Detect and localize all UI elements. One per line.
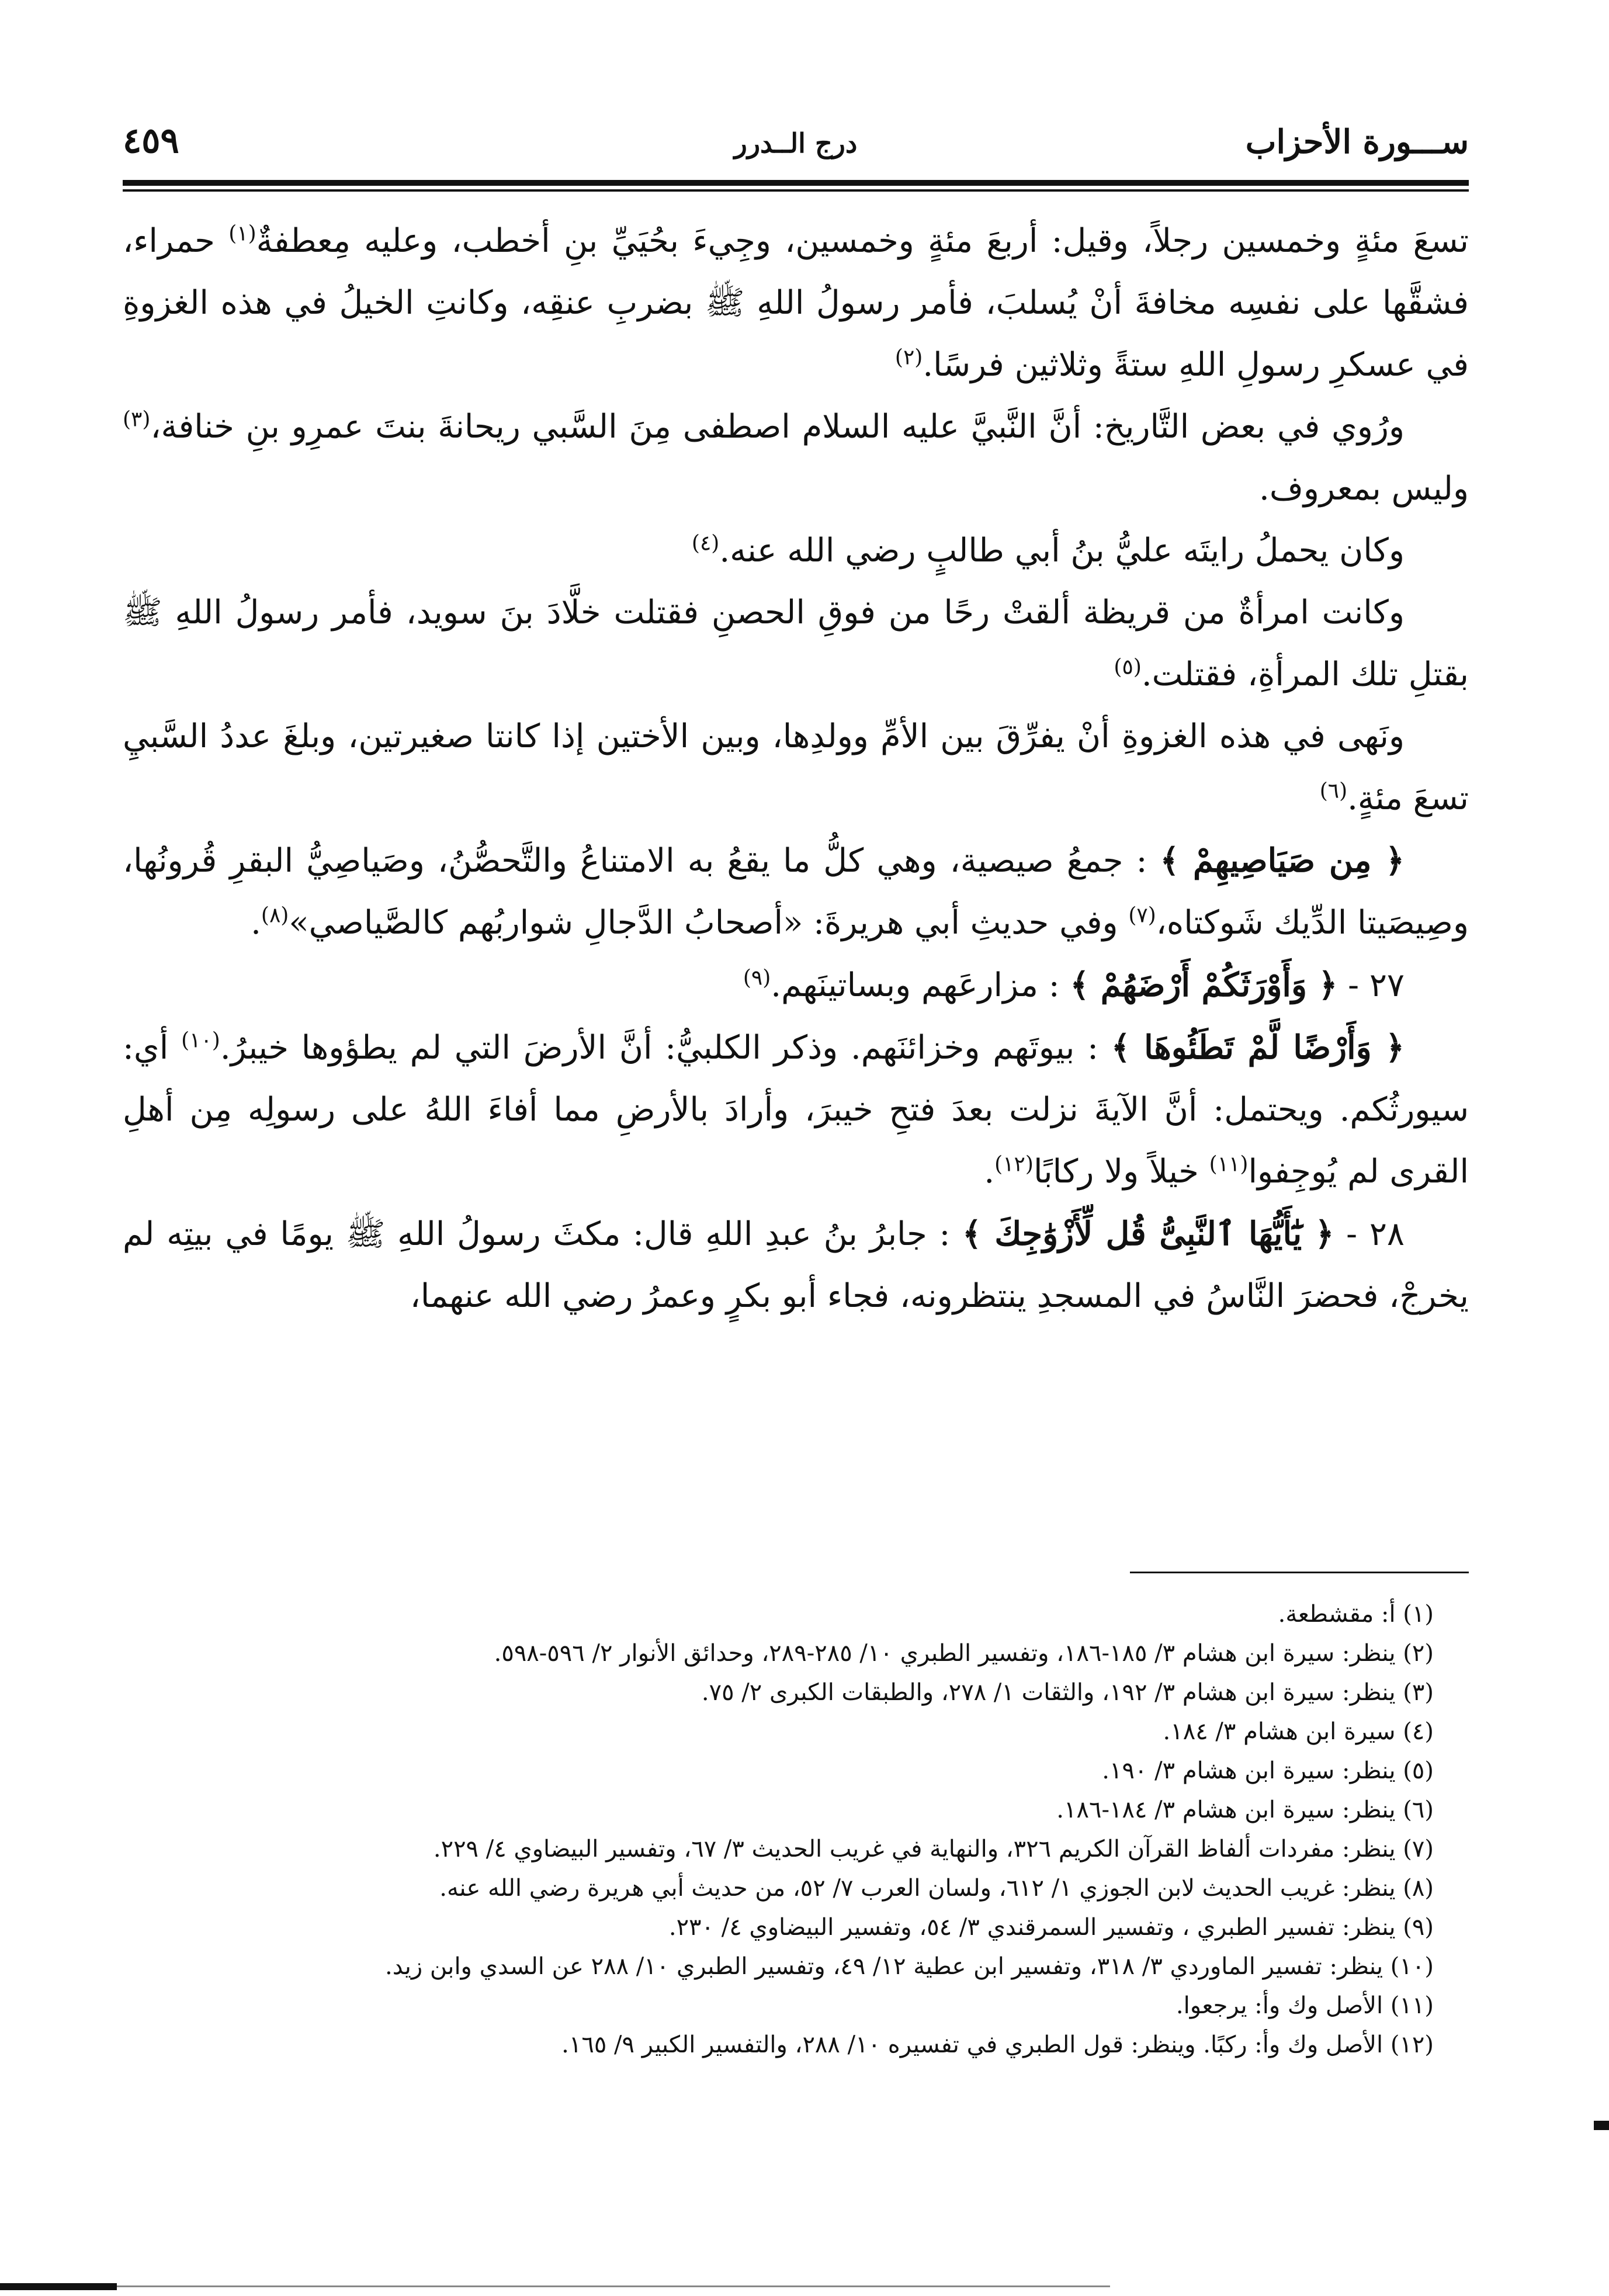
header-rule-thick	[123, 180, 1469, 186]
footnote: (٣) ينظر: سيرة ابن هشام ٣/ ١٩٢، والثقات ١/ ٢٧٨، والطبقات الكبرى ٢/ ٧٥.	[701, 1679, 1434, 1706]
text-run: وليس بمعروف.	[1259, 470, 1469, 508]
footnote: (٤) سيرة ابن هشام ٣/ ١٨٤.	[1163, 1718, 1434, 1745]
footnote: (٢) ينظر: سيرة ابن هشام ٣/ ١٨٥-١٨٦، وتفسير الطبري ١٠/ ٢٨٥-٢٨٩، وحدائق الأنوار ٢/ ٥٩٦-٥٩٨.	[494, 1640, 1434, 1667]
paragraph	[123, 396, 1469, 520]
edge-mark	[1594, 2121, 1609, 2130]
body-text	[123, 210, 1469, 1327]
text-run: ونَهى في هذه الغزوةِ أنْ يفرِّقَ بين الأمِّ وولدِها، وبين الأختين إذا كانتا صغيرتين، وبلغَ عددُ السَّبيِ تسعَ مئةٍ.	[123, 717, 1469, 817]
footnote: (١١) الأصل وك وأ: يرجعوا.	[1175, 1992, 1434, 2019]
text-run: : جابرُ بنُ عبدِ اللهِ قال: مكثَ رسولُ اللهِ ﷺ يومًا في بيتِه لم يخرجْ، فحضرَ النَّاسُ في المسجدِ ينتظرونه، فجاء أبو بكرٍ وعمرُ رضي الله عنهما،	[123, 1215, 1469, 1315]
text-run: : بيوتَهم وخزائنَهم. وذكر الكلبيُّ: أنَّ الأرضَ التي لم يطؤوها خيبرُ.	[220, 1029, 1111, 1067]
text-run: .	[251, 904, 261, 942]
text-run: : مزارعَهم وبساتينَهم.	[771, 966, 1070, 1004]
footnote-ref: (١١)	[1209, 1152, 1249, 1177]
paragraph	[123, 830, 1469, 954]
footnote: (١٠) ينظر: تفسير الماوردي ٣/ ٣١٨، وتفسير ابن عطية ١٢/ ٤٩، وتفسير الطبري ١٠/ ٢٨٨ عن السدي وابن زيد.	[384, 1953, 1434, 1980]
text-run: خيلاً ولا ركابًا	[1033, 1153, 1209, 1191]
quran-quote: ﴿ وَأَوْرَثَكُمْ أَرْضَهُمْ ﴾	[1070, 966, 1338, 1004]
text-run: وكانت امرأةٌ من قريظة ألقتْ رحًا من فوقِ الحصنِ فقتلت خلَّادَ بنَ سويد، فأمر رسولُ اللهِ ﷺ بقتلِ تلك المرأةِ، فقتلت.	[123, 594, 1469, 693]
footnote: (٧) ينظر: مفردات ألفاظ القرآن الكريم ٣٢٦، والنهاية في غريب الحديث ٣/ ٦٧، وتفسير البيضاوي ٤/ ٢٢٩.	[433, 1836, 1434, 1863]
paragraph	[123, 1203, 1469, 1327]
footnotes	[123, 1595, 1434, 2065]
footnote-ref: (٢)	[894, 345, 923, 370]
text-run: أي: سيورثُكم. ويحتمل: أنَّ الآيةَ نزلت بعدَ فتحِ خيبرَ، وأرادَ بالأرضِ مما أفاءَ اللهُ على رسولِه مِن أهلِ القرى لم يُوجِفوا	[123, 1029, 1469, 1191]
text-run: وفي حديثِ أبي هريرةَ: «أصحابُ الدَّجالِ شواربُهم كالصَّياصي»	[289, 904, 1129, 942]
footnote-ref: (٦)	[1319, 779, 1348, 803]
surah-title: ســـورة الأحزاب	[1245, 123, 1469, 161]
paragraph	[123, 210, 1469, 396]
header-rule-thin	[123, 189, 1469, 192]
scan-bottom-bar	[0, 2283, 117, 2290]
paragraph	[123, 706, 1469, 830]
text-run: ٢٨ -	[1334, 1215, 1405, 1253]
footnote-ref: (١٢)	[994, 1152, 1034, 1177]
scan-bottom-line	[117, 2285, 1110, 2287]
footnote-ref: (٧)	[1128, 903, 1156, 928]
text-run: : جمعُ صيصية، وهي كلُّ ما يقعُ به الامتناعُ والتَّحصُّنُ، وصَياصِيُّ البقرِ قُرونُها، وصِيصَيتا الدِّيك شَوكتاه،	[123, 842, 1469, 942]
footnote: (١) أ: مقشطعة.	[1278, 1601, 1434, 1628]
footnote-ref: (٣)	[123, 407, 151, 432]
text-run: ورُوي في بعض التَّاريخ: أنَّ النَّبيَّ عليه السلام اصطفى مِنَ السَّبي ريحانةَ بنتَ عمرِو بنِ خنافة،	[150, 408, 1405, 446]
footnote-ref: (٥)	[1114, 655, 1142, 679]
footnote-ref: (٤)	[691, 531, 720, 556]
text-run: تسعَ مئةٍ وخمسين رجلاً، وقيل: أربعَ مئةٍ وخمسين، وجِيءَ بحُيَيِّ بنِ أخطب، وعليه مِعطفةٌ	[256, 222, 1469, 260]
footnote-ref: (٨)	[261, 903, 289, 928]
footnote: (٥) ينظر: سيرة ابن هشام ٣/ ١٩٠.	[1102, 1757, 1434, 1784]
footnote: (٩) ينظر: تفسير الطبري ، وتفسير السمرقندي ٣/ ٥٤، وتفسير البيضاوي ٤/ ٢٣٠.	[668, 1914, 1434, 1941]
book-title: درج الــدرر	[734, 127, 858, 159]
quran-quote: ﴿ يَٰٓأَيُّهَا ٱلنَّبِىُّ قُل لِّأَزْوَٰجِكَ ﴾	[962, 1215, 1334, 1253]
footnote-ref: (٩)	[743, 966, 771, 990]
paragraph	[123, 954, 1469, 1017]
text-run: حمراء، فشقَّها على نفسِه مخافةَ أنْ يُسلبَ، فأمر رسولُ اللهِ ﷺ بضربِ عنقِه، وكانتِ الخيلُ في هذه الغزوةِ في عسكرِ رسولِ اللهِ ستةً وثلاثين فرسًا.	[123, 222, 1469, 384]
text-run: وكان يحملُ رايتَه عليُّ بنُ أبي طالبٍ رضي الله عنه.	[719, 532, 1405, 570]
text-run: .	[984, 1153, 995, 1191]
paragraph	[123, 582, 1469, 706]
quran-quote: ﴿ مِن صَيَاصِيهِمْ ﴾	[1160, 841, 1405, 880]
footnote-ref: (١٠)	[181, 1028, 220, 1053]
page-number: ٤٥٩	[123, 120, 179, 161]
quran-quote: ﴿ وَأَرْضًا لَّمْ تَطَئُوهَا ﴾	[1111, 1028, 1405, 1067]
footnote-ref: (١)	[228, 221, 256, 246]
footnote-separator	[1130, 1572, 1469, 1573]
paragraph	[123, 1017, 1469, 1203]
footnote: (٨) ينظر: غريب الحديث لابن الجوزي ١/ ٦١٢، ولسان العرب ٧/ ٥٢، من حديث أبي هريرة رضي الله عنه.	[439, 1875, 1434, 1902]
footnote: (١٢) الأصل وك وأ: ركبًا. وينظر: قول الطبري في تفسيره ١٠/ ٢٨٨، والتفسير الكبير ٩/ ١٦٥.	[561, 2031, 1434, 2058]
footnote: (٦) ينظر: سيرة ابن هشام ٣/ ١٨٤-١٨٦.	[1056, 1796, 1434, 1823]
page-header	[123, 117, 1469, 175]
text-run: ٢٧ -	[1337, 966, 1405, 1004]
paragraph	[123, 520, 1469, 582]
